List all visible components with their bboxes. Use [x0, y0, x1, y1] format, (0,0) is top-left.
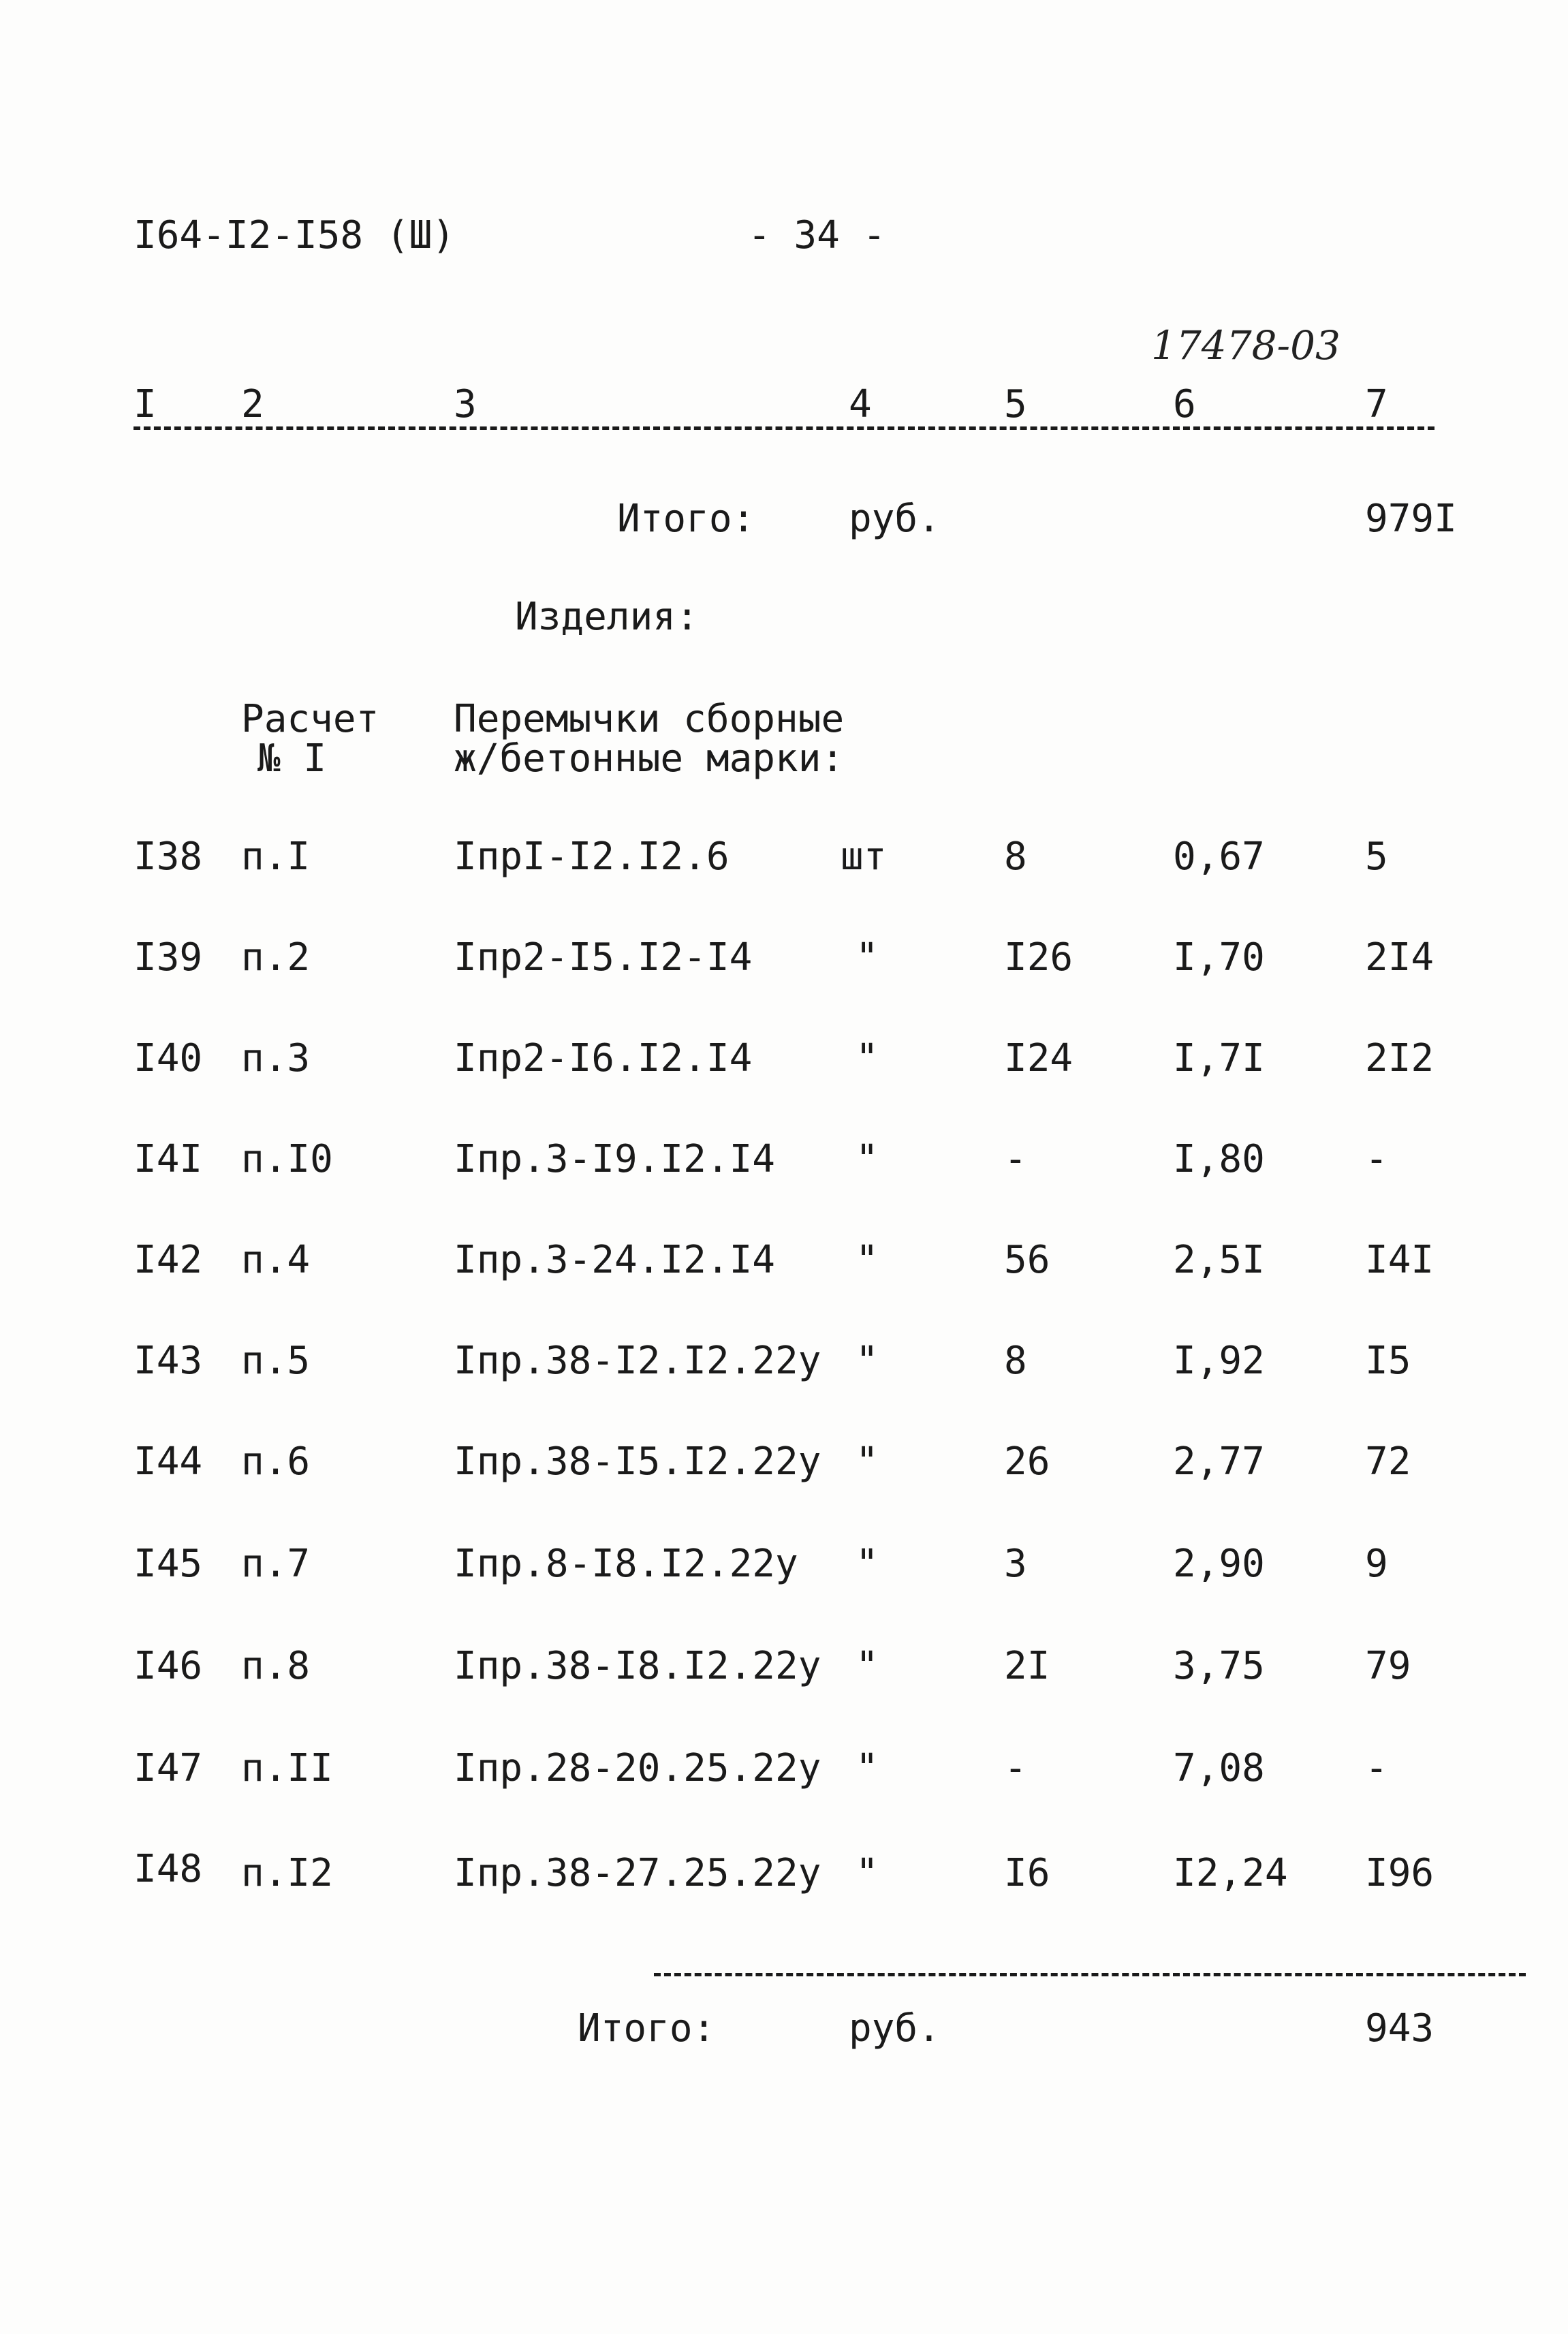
- column-number-1: I: [134, 382, 157, 426]
- row-quantity: I26: [1004, 935, 1073, 980]
- row-total: 2I4: [1365, 935, 1434, 980]
- row-name: Iпр.38-I8.I2.22у: [454, 1644, 821, 1688]
- row-unit: ": [856, 935, 879, 980]
- table-row: [0, 1746, 1568, 1797]
- row-number: I45: [134, 1542, 203, 1586]
- row-quantity: 8: [1004, 1339, 1027, 1383]
- row-unit: ": [856, 1137, 879, 1181]
- row-number: I48: [134, 1847, 203, 1891]
- row-unit: ": [856, 1746, 879, 1790]
- subtotal-top-label: Итого:: [617, 497, 755, 541]
- row-number: I44: [134, 1440, 203, 1484]
- subtotal-top-unit: руб.: [849, 497, 941, 541]
- page-number: - 34 -: [748, 213, 886, 258]
- row-name: Iпр.8-I8.I2.22у: [454, 1542, 798, 1586]
- row-number: I40: [134, 1036, 203, 1080]
- calc-ref-line1: Расчет: [241, 697, 379, 741]
- row-price: 3,75: [1173, 1644, 1265, 1688]
- doc-code: I64-I2-I58 (Ш): [134, 213, 456, 258]
- row-item-ref: п.8: [241, 1644, 311, 1688]
- row-unit: ": [856, 1851, 879, 1895]
- row-price: I2,24: [1173, 1851, 1288, 1895]
- row-total: I96: [1365, 1851, 1434, 1895]
- row-price: I,80: [1173, 1137, 1265, 1181]
- table-row: [0, 835, 1568, 886]
- row-number: I43: [134, 1339, 203, 1383]
- row-total: -: [1365, 1746, 1388, 1790]
- row-item-ref: п.I0: [241, 1137, 333, 1181]
- row-item-ref: п.II: [241, 1746, 333, 1790]
- table-row: [0, 1036, 1568, 1087]
- table-row: [0, 1238, 1568, 1289]
- row-quantity: I6: [1004, 1851, 1050, 1895]
- row-total: 79: [1365, 1644, 1411, 1688]
- row-unit: ": [856, 1440, 879, 1484]
- row-item-ref: п.5: [241, 1339, 311, 1383]
- row-name: Iпр.28-20.25.22у: [454, 1746, 821, 1790]
- row-number: I46: [134, 1644, 203, 1688]
- table-row: [0, 1137, 1568, 1188]
- row-quantity: 3: [1004, 1542, 1027, 1586]
- row-total: 5: [1365, 835, 1388, 879]
- row-total: -: [1365, 1137, 1388, 1181]
- row-name: Iпр.38-27.25.22у: [454, 1851, 821, 1895]
- row-quantity: 26: [1004, 1440, 1050, 1484]
- row-item-ref: п.2: [241, 935, 311, 980]
- row-name: Iпр.38-I2.I2.22у: [454, 1339, 821, 1383]
- table-row: [0, 1440, 1568, 1491]
- row-price: 2,77: [1173, 1440, 1265, 1484]
- row-total: 72: [1365, 1440, 1411, 1484]
- column-number-4: 4: [849, 382, 872, 426]
- row-item-ref: п.I: [241, 835, 311, 879]
- row-item-ref: п.4: [241, 1238, 311, 1282]
- subtotal-bottom-label: Итого:: [578, 2006, 716, 2051]
- row-total: 9: [1365, 1542, 1388, 1586]
- row-name: IпрI-I2.I2.6: [454, 835, 730, 879]
- row-price: 2,5I: [1173, 1238, 1265, 1282]
- row-price: I,7I: [1173, 1036, 1265, 1080]
- column-number-3: 3: [454, 382, 477, 426]
- row-item-ref: п.6: [241, 1440, 311, 1484]
- column-number-5: 5: [1004, 382, 1027, 426]
- row-total: 2I2: [1365, 1036, 1434, 1080]
- row-number: I42: [134, 1238, 203, 1282]
- subtotal-top-value: 979I: [1365, 497, 1457, 541]
- table-row: [0, 935, 1568, 986]
- row-item-ref: п.I2: [241, 1851, 333, 1895]
- section-title: Изделия:: [515, 595, 699, 639]
- row-number: I47: [134, 1746, 203, 1790]
- column-number-7: 7: [1365, 382, 1388, 426]
- row-price: 7,08: [1173, 1746, 1265, 1790]
- table-row: [0, 1339, 1568, 1390]
- row-name: Iпр.38-I5.I2.22у: [454, 1440, 821, 1484]
- row-name: Iпр.3-I9.I2.I4: [454, 1137, 776, 1181]
- row-unit: ": [856, 1339, 879, 1383]
- row-quantity: 2I: [1004, 1644, 1050, 1688]
- row-item-ref: п.7: [241, 1542, 311, 1586]
- subtotal-separator: [654, 1973, 1526, 1976]
- row-unit: ": [856, 1036, 879, 1080]
- row-unit: ": [856, 1542, 879, 1586]
- table-row: [0, 1847, 1568, 1902]
- row-unit: ": [856, 1238, 879, 1282]
- row-name: Iпр2-I5.I2-I4: [454, 935, 753, 980]
- row-quantity: I24: [1004, 1036, 1073, 1080]
- calc-ref-line2: № I: [257, 736, 327, 781]
- table-row: [0, 1542, 1568, 1593]
- group-title-line1: Перемычки сборные: [454, 697, 845, 741]
- row-price: 2,90: [1173, 1542, 1265, 1586]
- group-title-line2: ж/бетонные марки:: [454, 736, 845, 781]
- column-number-6: 6: [1173, 382, 1196, 426]
- row-number: I38: [134, 835, 203, 879]
- row-price: I,70: [1173, 935, 1265, 980]
- row-unit: шт: [841, 835, 887, 879]
- row-quantity: -: [1004, 1746, 1027, 1790]
- row-item-ref: п.3: [241, 1036, 311, 1080]
- row-total: I4I: [1365, 1238, 1434, 1282]
- row-quantity: -: [1004, 1137, 1027, 1181]
- subtotal-bottom-value: 943: [1365, 2006, 1434, 2051]
- row-price: 0,67: [1173, 835, 1265, 879]
- row-total: I5: [1365, 1339, 1411, 1383]
- row-quantity: 56: [1004, 1238, 1050, 1282]
- subtotal-bottom-unit: руб.: [849, 2006, 941, 2051]
- row-price: I,92: [1173, 1339, 1265, 1383]
- table-row: [0, 1644, 1568, 1695]
- row-unit: ": [856, 1644, 879, 1688]
- row-quantity: 8: [1004, 835, 1027, 879]
- row-name: Iпр.3-24.I2.I4: [454, 1238, 776, 1282]
- column-number-2: 2: [241, 382, 264, 426]
- row-number: I39: [134, 935, 203, 980]
- row-name: Iпр2-I6.I2.I4: [454, 1036, 753, 1080]
- column-header-dashed-line: [134, 426, 1434, 430]
- handwritten-number: 17478-03: [1151, 322, 1340, 369]
- row-number: I4I: [134, 1137, 203, 1181]
